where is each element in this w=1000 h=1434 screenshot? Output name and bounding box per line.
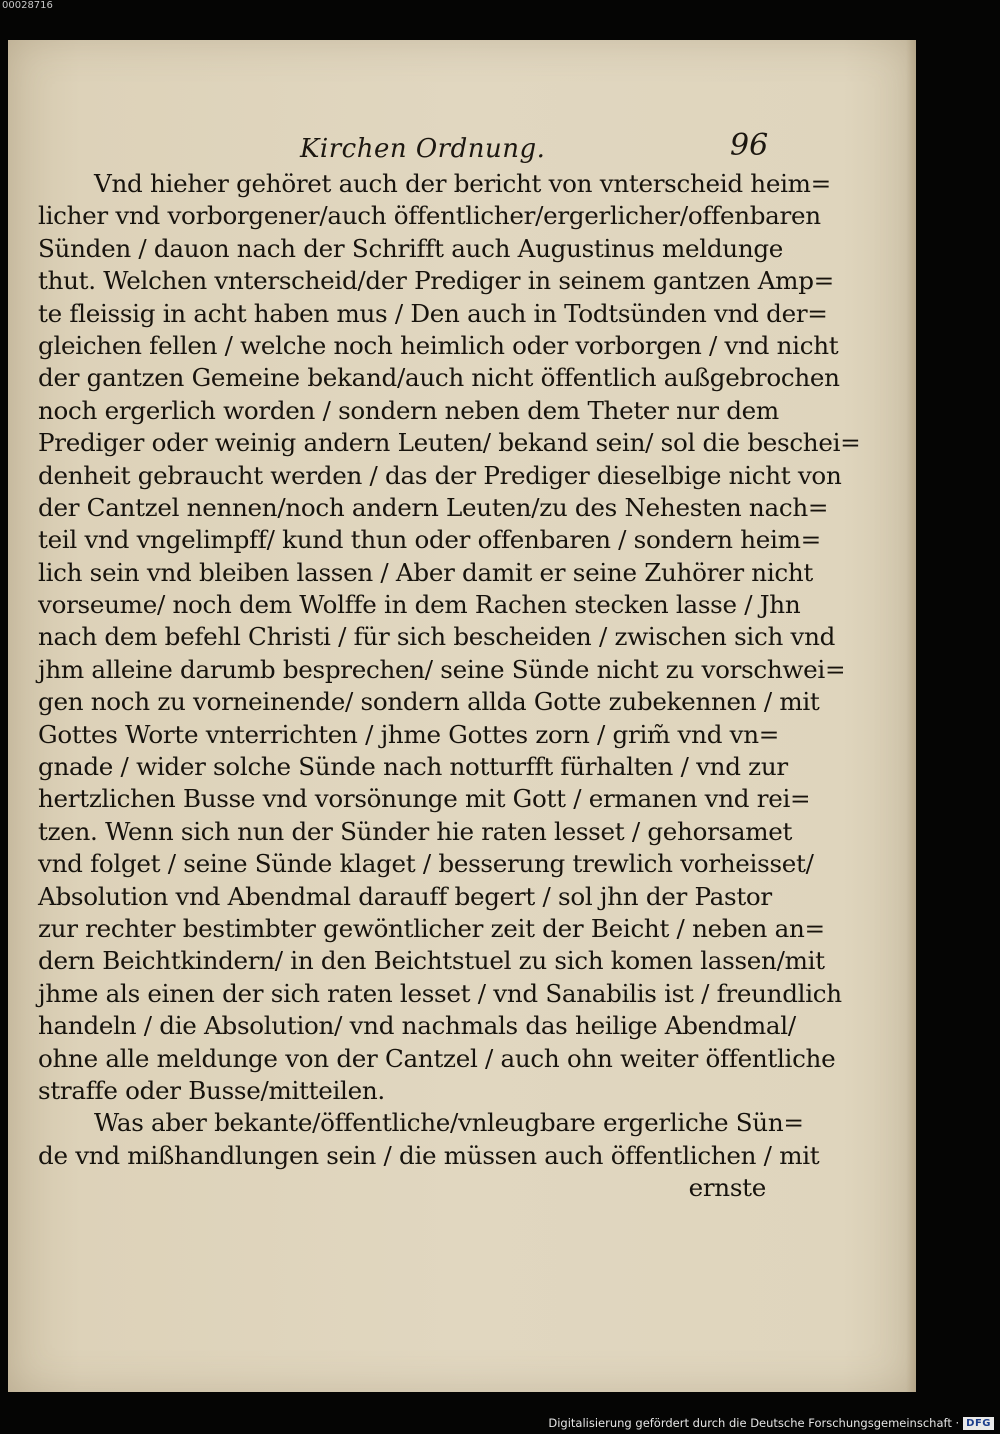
text-line: dern Beichtkindern/ in den Beichtstuel zu sich komen lassen/mit bbox=[38, 946, 825, 976]
running-title: Kirchen Ordnung. bbox=[300, 134, 546, 164]
scan-id-label: 00028716 bbox=[2, 0, 53, 11]
dfg-logo: DFG bbox=[963, 1417, 994, 1430]
text-line: gleichen fellen / welche noch heimlich oder vorborgen / vnd nicht bbox=[38, 330, 839, 360]
text-line: der gantzen Gemeine bekand/auch nicht öffentlich außgebrochen bbox=[38, 363, 840, 393]
text-line: Vnd hieher gehöret auch der bericht von vnterscheid heim= bbox=[94, 169, 831, 198]
funding-footer bbox=[548, 1416, 994, 1430]
text-line: tzen. Wenn sich nun der Sünder hie raten lesset / gehorsamet bbox=[38, 816, 793, 846]
text-line: jhm alleine darumb besprechen/ seine Sünde nicht zu vorschwei= bbox=[38, 654, 846, 684]
book-page bbox=[8, 40, 916, 1392]
text-line: gen noch zu vorneinende/ sondern allda Gotte zubekennen / mit bbox=[38, 687, 820, 717]
text-line: vorseume/ noch dem Wolffe in dem Rachen stecken lasse / Jhn bbox=[38, 590, 801, 620]
text-line: de vnd mißhandlungen sein / die müssen auch öffentlichen / mit bbox=[38, 1140, 820, 1170]
text-line: jhme als einen der sich raten lesset / vnd Sanabilis ist / freundlich bbox=[38, 978, 842, 1008]
text-line: nach dem befehl Christi / für sich bescheiden / zwischen sich vnd bbox=[38, 622, 836, 652]
text-line: Prediger oder weinig andern Leuten/ bekand sein/ sol die beschei= bbox=[38, 428, 861, 458]
text-line: ohne alle meldunge von der Cantzel / auch ohn weiter öffentliche bbox=[38, 1043, 836, 1073]
text-line: Was aber bekante/öffentliche/vnleugbare ergerliche Sün= bbox=[94, 1108, 804, 1138]
text-line: gnade / wider solche Sünde nach notturfft fürhalten / vnd zur bbox=[38, 752, 788, 782]
text-line: Absolution vnd Abendmal darauff begert / sol jhn der Pastor bbox=[38, 881, 772, 911]
text-line: thut. Welchen vnterscheid/der Prediger in seinem gantzen Amp= bbox=[38, 266, 834, 296]
text-line: denheit gebraucht werden / das der Prediger dieselbige nicht von bbox=[38, 460, 842, 490]
text-line: lich sein vnd bleiben lassen / Aber damit er seine Zuhörer nicht bbox=[38, 557, 813, 587]
page-number: 96 bbox=[730, 128, 769, 163]
text-line: Gottes Worte vnterrichten / jhme Gottes zorn / grim̃ vnd vn= bbox=[38, 719, 780, 749]
text-line: noch ergerlich worden / sondern neben dem Theter nur dem bbox=[38, 395, 779, 425]
text-line: vnd folget / seine Sünde klaget / besserung trewlich vorheisset/ bbox=[38, 849, 814, 879]
text-line: licher vnd vorborgener/auch öffentlicher/ergerlicher/offenbaren bbox=[38, 201, 821, 231]
text-line: der Cantzel nennen/noch andern Leuten/zu des Nehesten nach= bbox=[38, 492, 829, 522]
text-line: hertzlichen Busse vnd vorsönunge mit Gott / ermanen vnd rei= bbox=[38, 784, 811, 814]
text-line: straffe oder Busse/mitteilen. bbox=[38, 1075, 385, 1105]
text-line: teil vnd vngelimpff/ kund thun oder offenbaren / sondern heim= bbox=[38, 525, 821, 555]
funding-credit: Digitalisierung gefördert durch die Deutsche Forschungsgemeinschaft · bbox=[548, 1416, 960, 1430]
page-header bbox=[8, 128, 916, 168]
text-line: handeln / die Absolution/ vnd nachmals das heilige Abendmal/ bbox=[38, 1011, 796, 1041]
body-text bbox=[38, 168, 861, 1205]
text-line: Sünden / dauon nach der Schrifft auch Augustinus meldunge bbox=[38, 233, 784, 263]
catchword: ernste bbox=[688, 1173, 766, 1203]
text-line: zur rechter bestimbter gewöntlicher zeit der Beicht / neben an= bbox=[38, 913, 825, 943]
text-line: te fleissig in acht haben mus / Den auch in Todtsünden vnd der= bbox=[38, 298, 828, 328]
